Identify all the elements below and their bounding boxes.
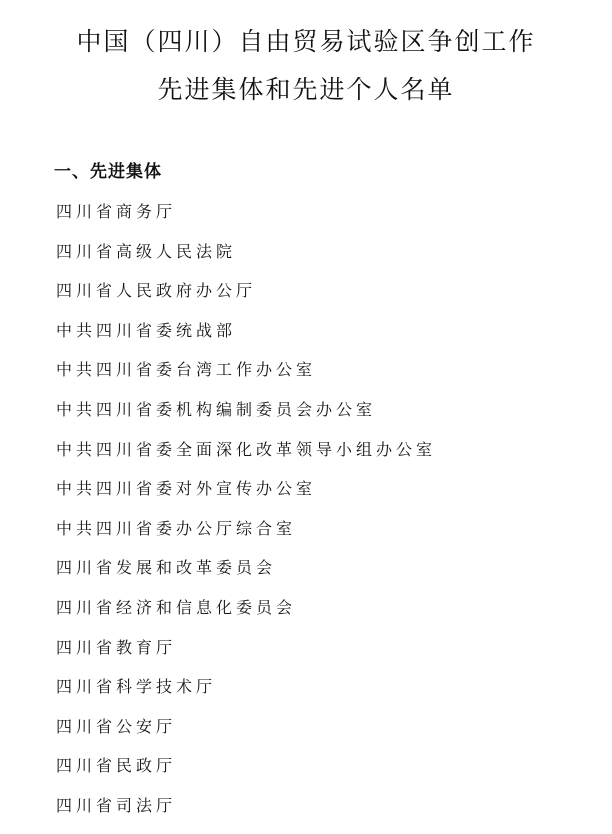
list-item: 四川省商务厅	[56, 202, 177, 221]
organization-list	[56, 200, 436, 834]
document-title-line-2: 先进集体和先进个人名单	[157, 75, 455, 104]
list-item: 中共四川省委台湾工作办公室	[56, 360, 317, 380]
list-item: 四川省经济和信息化委员会	[56, 597, 297, 617]
list-item: 四川省民政厅	[56, 756, 177, 776]
list-item: 中共四川省委机构编制委员会办公室	[56, 399, 377, 419]
list-item: 四川省教育厅	[56, 637, 177, 657]
list-item: 四川省发展和改革委员会	[56, 558, 277, 578]
list-item: 四川省高级人民法院	[56, 241, 237, 261]
list-item: 四川省公安厅	[56, 716, 177, 736]
section-heading: 一、先进集体	[54, 162, 162, 182]
list-item: 中共四川省委对外宣传办公室	[56, 479, 317, 499]
list-item: 中共四川省委全面深化改革领导小组办公室	[56, 439, 437, 459]
list-item: 四川省科学技术厅	[56, 677, 217, 697]
list-item: 四川省司法厅	[56, 795, 177, 815]
list-item: 中共四川省委统战部	[56, 320, 237, 340]
document-title-line-1: 中国（四川）自由贸易试验区争创工作	[76, 27, 536, 56]
list-item: 四川省人民政府办公厅	[56, 281, 257, 301]
list-item: 中共四川省委办公厅综合室	[56, 518, 297, 538]
